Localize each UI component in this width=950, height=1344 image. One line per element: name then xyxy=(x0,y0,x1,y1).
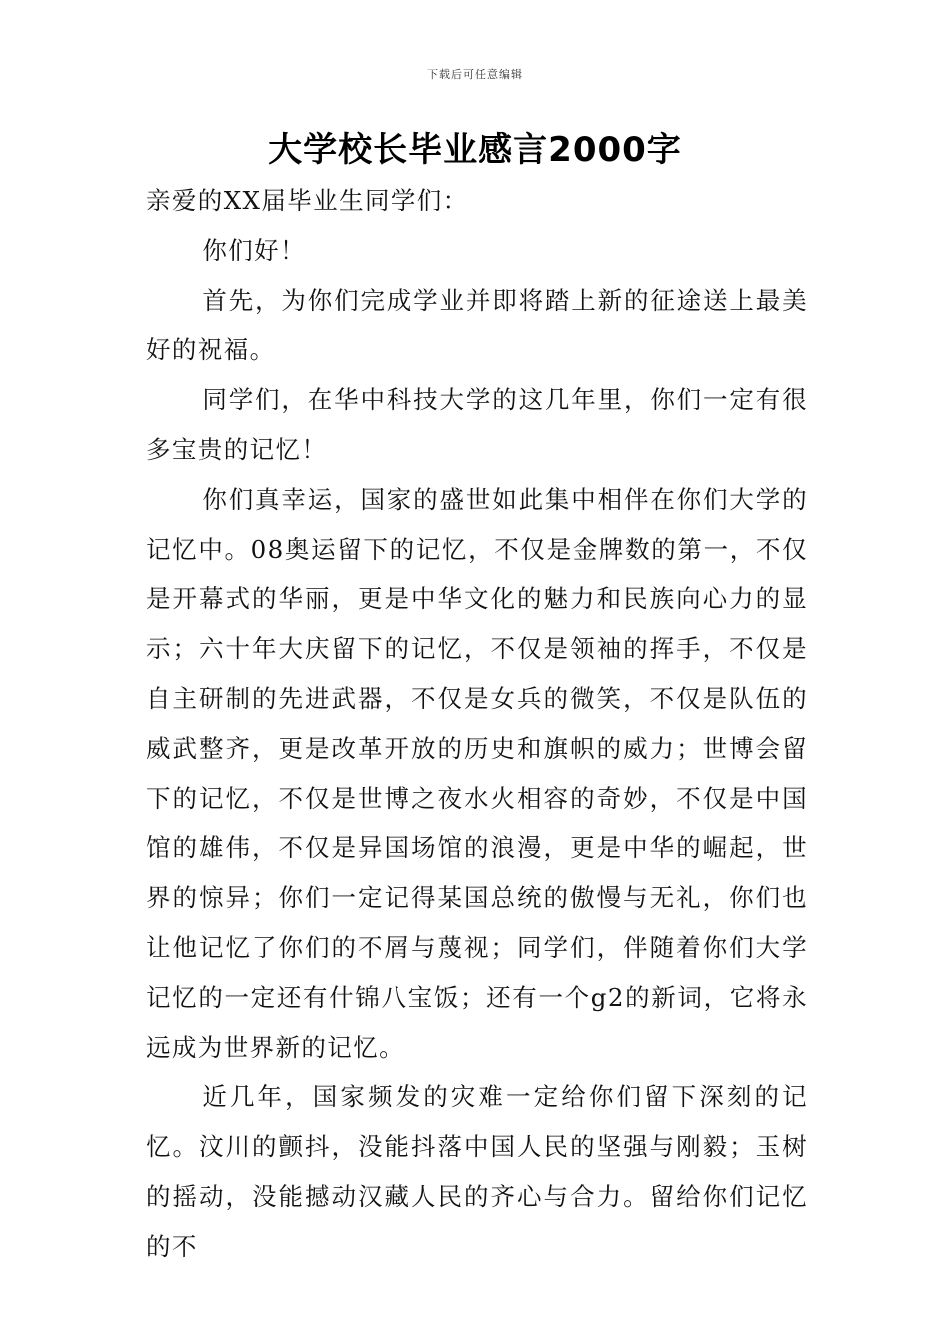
paragraph: 首先，为你们完成学业并即将踏上新的征途送上最美好的祝福。 xyxy=(146,285,808,365)
paragraph: 你们好！ xyxy=(202,235,306,265)
paragraph: 你们真幸运，国家的盛世如此集中相伴在你们大学的记忆中。08奥运留下的记忆，不仅是金牌数的第一，不仅是开幕式的华丽，更是中华文化的魅力和民族向心力的显示；六十年大庆留下的记忆，不仅是领袖的挥手，不仅是自主研制的先进武器，不仅是女兵的微笑，不仅是队伍的威武整齐，更是改革开放的历史和旗帜的威力；世博会留下的记忆，不仅是世博之夜水火相容的奇妙，不仅是中国馆的雄伟，不仅是异国场馆的浪漫，更是中华的崛起，世界的惊异；你们一定记得某国总统的傲慢与无礼，你们也让他记忆了你们的不屑与蔑视；同学们，伴随着你们大学记忆的一定还有什锦八宝饭；还有一个g2的新词，它将永远成为世界新的记忆。 xyxy=(146,484,808,1062)
document-body xyxy=(146,176,808,1272)
header-note: 下载后可任意编辑 xyxy=(427,68,523,81)
document-title: 大学校长毕业感言2000字 xyxy=(268,130,682,170)
salutation: 亲爱的XX届毕业生同学们： xyxy=(146,186,469,215)
paragraph: 同学们，在华中科技大学的这几年里，你们一定有很多宝贵的记忆！ xyxy=(146,385,808,464)
paragraph: 近几年，国家频发的灾难一定给你们留下深刻的记忆。汶川的颤抖，没能抖落中国人民的坚强与刚毅；玉树的摇动，没能撼动汉藏人民的齐心与合力。留给你们记忆的不 xyxy=(146,1082,808,1261)
